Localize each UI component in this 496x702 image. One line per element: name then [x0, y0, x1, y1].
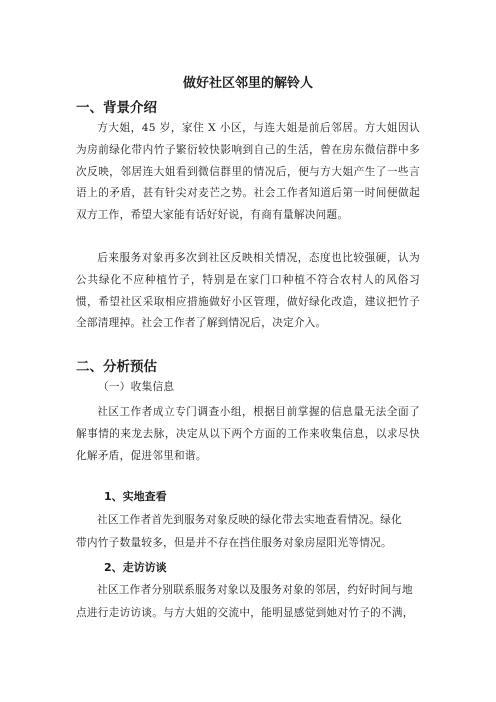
subheading-collect-info: （一）收集信息: [98, 381, 175, 393]
background-paragraph-1: 方大姐，45 岁，家住 X 小区，与连大姐是前后邻居。方大姐因认为房前绿化带内竹子繁衍较快影响到自己的生活，曾在房东微信群中多次反映，邻居连大姐看到微信群里的情况后，便与方大姐产生了一些言语上的矛盾，甚有针尖对麦芒之势。社会工作者知道后第一时间便做起双方工作，希望大家能有话好好说，有商有量解决问题。: [76, 122, 420, 222]
item-heading-site-visit: 1、实地查看: [104, 490, 167, 503]
analysis-paragraph-1: 社区工作者成立专门调查小组，根据目前掌握的信息量无法全面了解事情的来龙去脉，决定从以下两个方面的工作来收集信息，以求尽快化解矛盾，促进邻里和谐。: [76, 406, 420, 462]
site-visit-line-1: 社区工作者首先到服务对象反映的绿化带去实地查看情况。绿化: [97, 514, 403, 526]
section-heading-analysis: 二、分析预估: [76, 359, 157, 375]
interview-line-1: 社区工作者分别联系服务对象以及服务对象的邻居，约好时间与地: [97, 584, 413, 596]
site-visit-line-2: 带内竹子数量较多，但是并不存在挡住服务对象房屋阳光等情况。: [76, 537, 392, 549]
background-paragraph-2: 后来服务对象再多次到社区反映相关情况，态度也比较强硬，认为公共绿化不应种植竹子，特别是在家门口种植不符合农村人的风俗习惯，希望社区采取相应措施做好小区管理，做好绿化改造，建议把竹子全部清理掉。社会工作者了解到情况后，决定介入。: [76, 252, 420, 330]
interview-line-2: 点进行走访访谈。与方大姐的交流中，能明显感觉到她对竹子的不满，: [76, 607, 414, 619]
document-title: 做好社区邻里的解铃人: [182, 76, 313, 91]
item-heading-interview: 2、走访访谈: [104, 561, 167, 574]
section-heading-background: 一、背景介绍: [76, 100, 157, 116]
